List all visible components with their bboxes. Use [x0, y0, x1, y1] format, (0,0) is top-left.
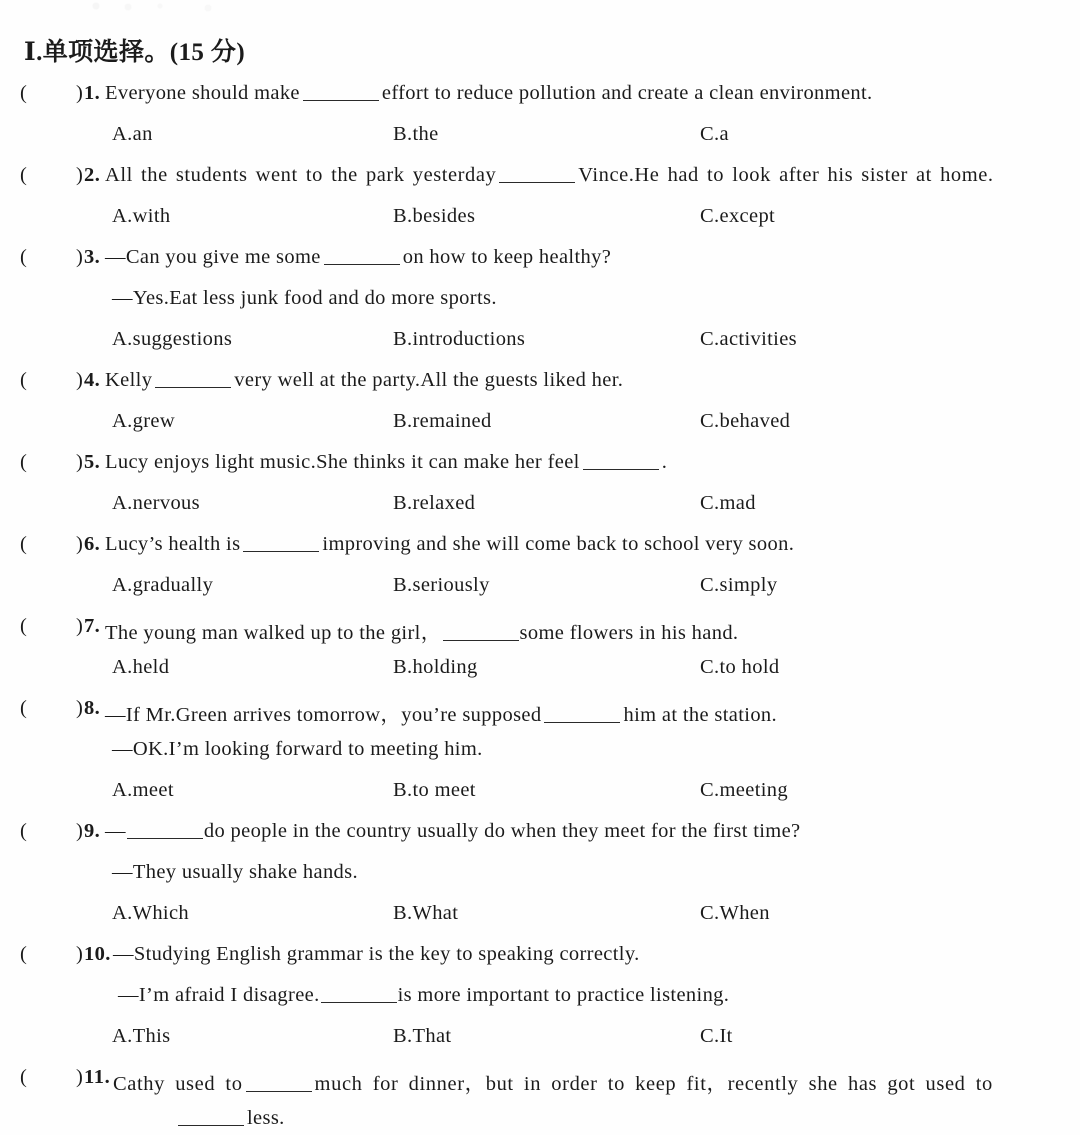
options-row-1 [0, 123, 1080, 157]
question-stem-5: Lucy enjoys light music.She thinks it can make her feel . [105, 451, 668, 473]
question-stem-3: —Can you give me some on how to keep healthy? [105, 246, 612, 268]
answer-bracket-close-9[interactable]: ) [76, 820, 84, 842]
question-row-2 [0, 164, 1080, 198]
question-reply-row-3 [0, 287, 1080, 321]
option-8-a[interactable]: A.meet [112, 779, 174, 801]
question-reply-row-10 [0, 984, 1080, 1018]
answer-bracket-open-11[interactable]: ( [20, 1066, 28, 1088]
answer-blank-9[interactable] [127, 838, 203, 839]
answer-blank-1[interactable] [303, 100, 379, 101]
answer-blank-11b[interactable] [178, 1125, 244, 1126]
question-row-11 [0, 1066, 1080, 1100]
option-2-c[interactable]: C.except [700, 205, 776, 227]
question-number-5: 5. [84, 451, 101, 473]
question-reply-3: —Yes.Eat less junk food and do more sports. [112, 287, 497, 309]
answer-bracket-close-4[interactable]: ) [76, 369, 84, 391]
option-9-c[interactable]: C.When [700, 902, 770, 924]
options-row-2 [0, 205, 1080, 239]
option-6-c[interactable]: C.simply [700, 574, 778, 596]
answer-bracket-close-11[interactable]: ) [76, 1066, 84, 1088]
option-6-a[interactable]: A.gradually [112, 574, 214, 596]
answer-bracket-close-3[interactable]: ) [76, 246, 84, 268]
option-2-a[interactable]: A.with [112, 205, 171, 227]
option-1-a[interactable]: A.an [112, 123, 153, 145]
answer-bracket-close-1[interactable]: ) [76, 82, 84, 104]
answer-blank-3[interactable] [324, 264, 400, 265]
option-10-c[interactable]: C.It [700, 1025, 733, 1047]
option-7-a[interactable]: A.held [112, 656, 170, 678]
question-row-6 [0, 533, 1080, 567]
question-number-10: 10. [84, 943, 111, 965]
answer-blank-2[interactable] [499, 182, 575, 183]
question-reply-8: —OK.I’m looking forward to meeting him. [112, 738, 483, 760]
option-4-c[interactable]: C.behaved [700, 410, 791, 432]
options-row-5 [0, 492, 1080, 526]
option-4-b[interactable]: B.remained [393, 410, 492, 432]
answer-bracket-open-8[interactable]: ( [20, 697, 28, 719]
answer-blank-10[interactable] [321, 1002, 397, 1003]
answer-bracket-close-2[interactable]: ) [76, 164, 84, 186]
answer-bracket-close-6[interactable]: ) [76, 533, 84, 555]
option-5-c[interactable]: C.mad [700, 492, 756, 514]
answer-bracket-close-8[interactable]: ) [76, 697, 84, 719]
question-row-1 [0, 82, 1080, 116]
option-3-b[interactable]: B.introductions [393, 328, 526, 350]
question-number-2: 2. [84, 164, 101, 186]
question-row-10 [0, 943, 1080, 977]
question-stem-10: —Studying English grammar is the key to speaking correctly. [113, 943, 640, 965]
question-number-7: 7. [84, 615, 101, 637]
options-row-10 [0, 1025, 1080, 1059]
options-row-4 [0, 410, 1080, 444]
option-9-a[interactable]: A.Which [112, 902, 190, 924]
options-row-8 [0, 779, 1080, 813]
option-5-a[interactable]: A.nervous [112, 492, 200, 514]
answer-blank-4[interactable] [155, 387, 231, 388]
question-number-3: 3. [84, 246, 101, 268]
question-reply-row-8 [0, 738, 1080, 772]
option-8-c[interactable]: C.meeting [700, 779, 788, 801]
question-number-8: 8. [84, 697, 101, 719]
question-row-4 [0, 369, 1080, 403]
answer-bracket-open-9[interactable]: ( [20, 820, 28, 842]
answer-bracket-open-1[interactable]: ( [20, 82, 28, 104]
option-10-a[interactable]: A.This [112, 1025, 171, 1047]
question-stem-6: Lucy’s health is improving and she will come back to school very soon. [105, 533, 795, 555]
options-row-3 [0, 328, 1080, 362]
answer-bracket-open-10[interactable]: ( [20, 943, 28, 965]
answer-bracket-open-4[interactable]: ( [20, 369, 28, 391]
question-stem-8: —If Mr.Green arrives tomorrow，you’re supposed him at the station. [105, 704, 778, 726]
option-6-b[interactable]: B.seriously [393, 574, 490, 596]
option-4-a[interactable]: A.grew [112, 410, 176, 432]
question-stem-2: All the students went to the park yesterday Vince.He had to look after his sister at home. [105, 164, 994, 186]
options-row-9 [0, 902, 1080, 936]
option-9-b[interactable]: B.What [393, 902, 459, 924]
question-row-9 [0, 820, 1080, 854]
question-number-11: 11. [84, 1066, 111, 1088]
question-number-6: 6. [84, 533, 101, 555]
option-7-b[interactable]: B.holding [393, 656, 478, 678]
answer-blank-8[interactable] [544, 722, 620, 723]
scan-noise-artifact [0, 0, 1080, 26]
question-reply-row-9 [0, 861, 1080, 895]
answer-blank-5[interactable] [583, 469, 659, 470]
options-row-6 [0, 574, 1080, 608]
question-stem-11: Cathy used to much for dinner，but in order to keep fit，recently she has got used to [113, 1073, 993, 1095]
question-number-9: 9. [84, 820, 101, 842]
option-3-a[interactable]: A.suggestions [112, 328, 233, 350]
answer-bracket-open-3[interactable]: ( [20, 246, 28, 268]
option-2-b[interactable]: B.besides [393, 205, 476, 227]
option-1-c[interactable]: C.a [700, 123, 729, 145]
question-row-7 [0, 615, 1080, 649]
option-3-c[interactable]: C.activities [700, 328, 798, 350]
question-stem-4: Kelly very well at the party.All the guests liked her. [105, 369, 624, 391]
question-row-8 [0, 697, 1080, 731]
question-reply-9: —They usually shake hands. [112, 861, 358, 883]
question-stem-1: Everyone should make effort to reduce pollution and create a clean environment. [105, 82, 873, 104]
question-row-5 [0, 451, 1080, 485]
answer-bracket-close-5[interactable]: ) [76, 451, 84, 473]
answer-blank-11a[interactable] [246, 1091, 312, 1092]
page-title: Ⅰ.单项选择。(15 分) [24, 39, 246, 66]
question-stem-11-wrap: less. [175, 1107, 285, 1130]
answer-bracket-open-2[interactable]: ( [20, 164, 28, 186]
answer-bracket-open-7[interactable]: ( [20, 615, 28, 637]
question-stem-9: — do people in the country usually do when they meet for the first time? [105, 820, 801, 842]
answer-blank-7[interactable] [443, 640, 519, 641]
question-number-1: 1. [84, 82, 101, 104]
option-5-b[interactable]: B.relaxed [393, 492, 476, 514]
question-row-3 [0, 246, 1080, 280]
question-wrap-row-11 [0, 1107, 1080, 1141]
option-1-b[interactable]: B.the [393, 123, 439, 145]
question-stem-7: The young man walked up to the girl， some flowers in his hand. [105, 622, 739, 644]
options-row-7 [0, 656, 1080, 690]
answer-bracket-close-7[interactable]: ) [76, 615, 84, 637]
answer-bracket-close-10[interactable]: ) [76, 943, 84, 965]
question-reply-10: —I’m afraid I disagree. is more important to practice listening. [118, 984, 730, 1006]
answer-bracket-open-5[interactable]: ( [20, 451, 28, 473]
answer-blank-6[interactable] [243, 551, 319, 552]
option-8-b[interactable]: B.to meet [393, 779, 476, 801]
question-number-4: 4. [84, 369, 101, 391]
answer-bracket-open-6[interactable]: ( [20, 533, 28, 555]
option-10-b[interactable]: B.That [393, 1025, 452, 1047]
option-7-c[interactable]: C.to hold [700, 656, 780, 678]
